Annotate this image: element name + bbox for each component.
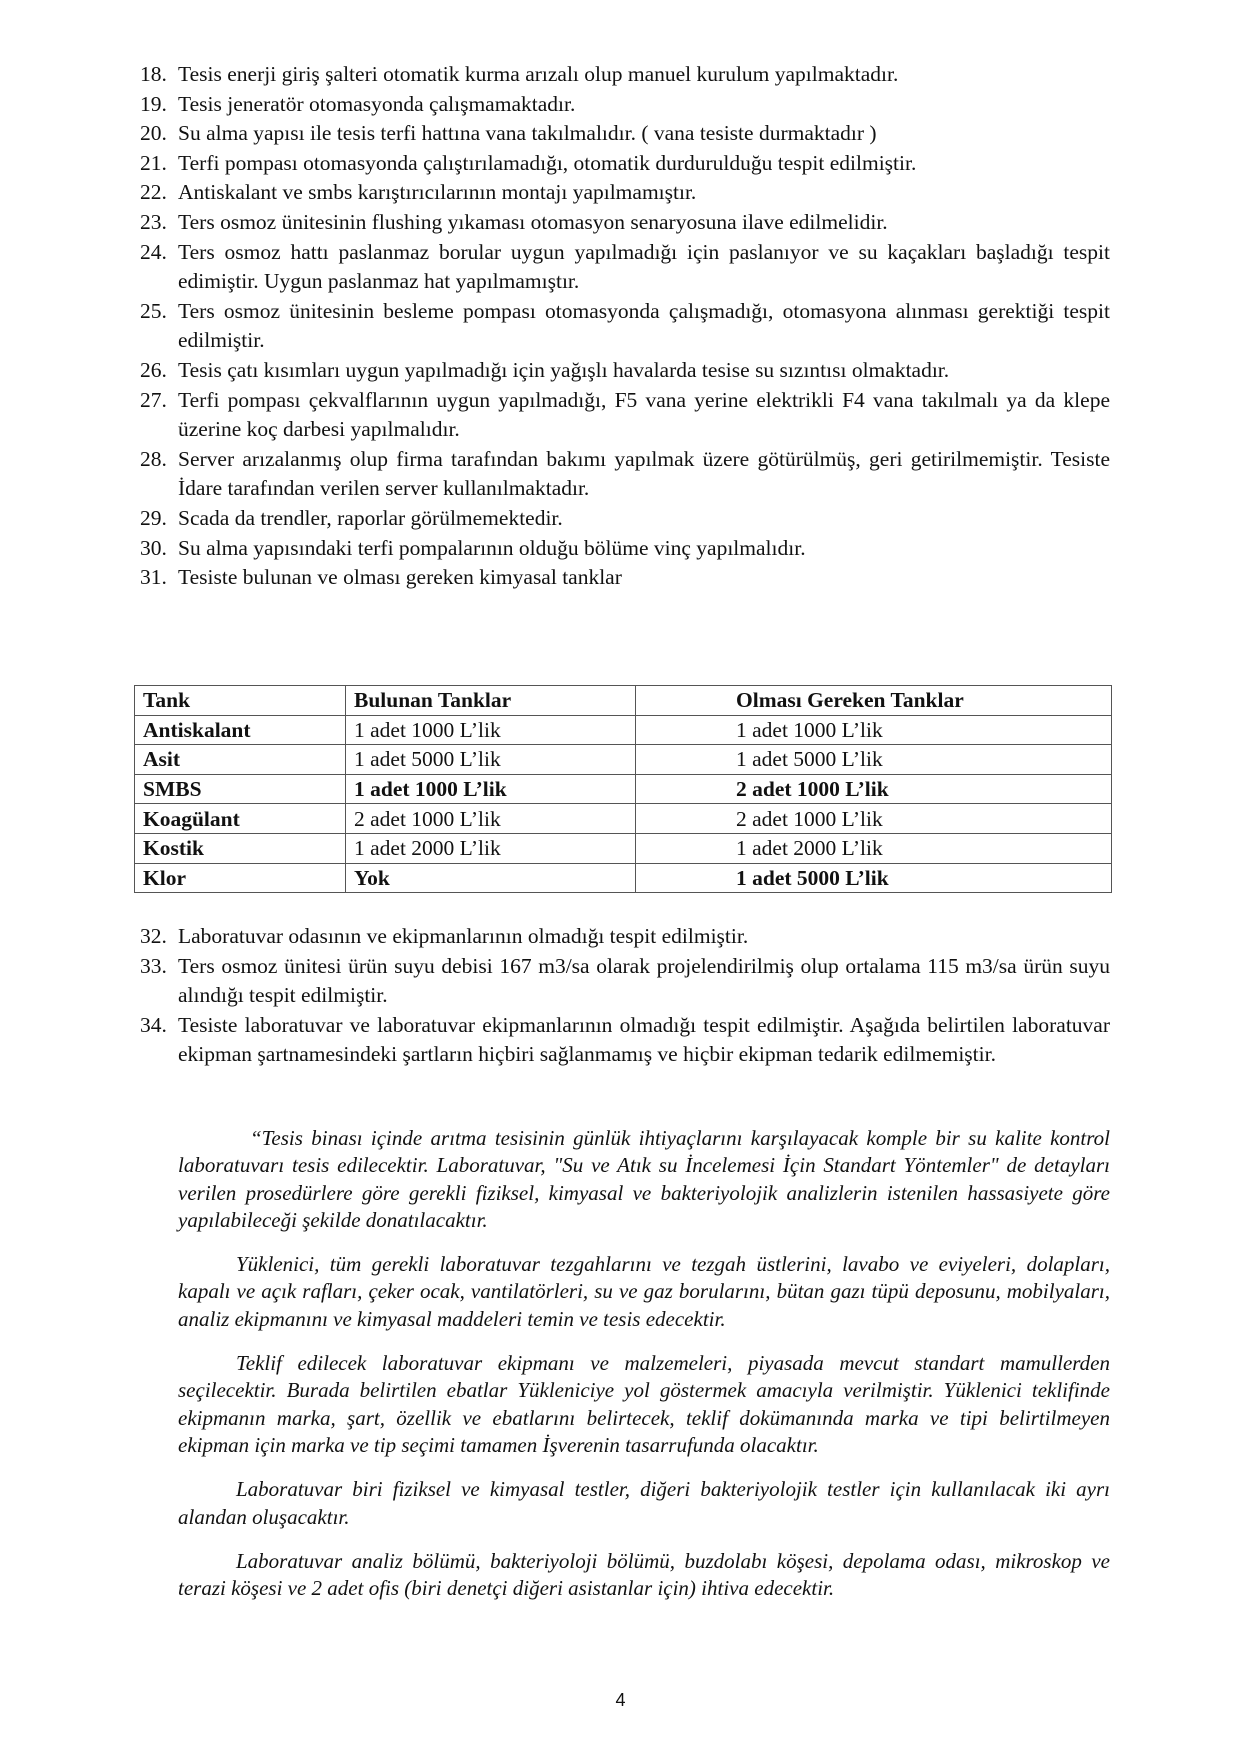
quote-paragraph: Laboratuvar biri fiziksel ve kimyasal testler, diğeri bakteriyolojik testler için kullanılacak iki ayrı alandan oluşacaktır. [178,1477,1110,1529]
tank-name-cell: Antiskalant [135,715,346,745]
list-item: 18. Tesis enerji giriş şalteri otomatik kurma arızalı olup manuel kurulum yapılmaktadır. [140,62,899,86]
list-item: 24. Ters osmoz hattı paslanmaz borular uygun yapılmadığı için paslanıyor ve su kaçakları başladığı tespit edimiştir. Uygun paslanmaz hat yapılmamıştır. [140,239,1110,294]
numbered-list-bottom [140,922,1110,1070]
quote-paragraph: “Tesis binası içinde arıtma tesisinin günlük ihtiyaçlarını karşılayacak komple bir su kalite kontrol laboratuvarı tesis edilecektir. Laboratuvar, "Su ve Atık su İncelemesi İçin Standart Yöntemler" de detayları verilen prosedürlere göre gerekli fiziksel, kimyasal ve bakteriyolojik analizlerin istenilen hassasiyete göre yapılabileceği şekilde donatılacaktır. [178,1126,1110,1232]
header-cell: Olması Gereken Tanklar [636,686,1112,716]
page-number: 4 [615,1690,626,1710]
table-row [135,715,1112,745]
existing-tanks-cell: 1 adet 1000 L’lik [346,715,636,745]
required-tanks-cell: 1 adet 5000 L’lik [636,745,1112,775]
list-item: 19. Tesis jeneratör otomasyonda çalışmamaktadır. [140,91,576,116]
header-cell: Tank [135,686,346,716]
table-row [135,804,1112,834]
list-item: 21. Terfi pompası otomasyonda çalıştırılamadığı, otomatik durdurulduğu tespit edilmiştir. [140,150,917,175]
list-item: 34. Tesiste laboratuvar ve laboratuvar ekipmanlarının olmadığı tespit edilmiştir. Aşağıda belirtilen laboratuvar ekipman şartnamesindeki şartların hiçbiri sağlanmamış ve hiçbir ekipman tedarik edilmemiştir. [140,1012,1110,1067]
required-tanks-cell: 1 adet 5000 L’lik [636,863,1112,893]
required-tanks-cell: 1 adet 1000 L’lik [636,715,1112,745]
tank-name-cell: Asit [135,745,346,775]
table-row [135,833,1112,863]
list-item: 25. Ters osmoz ünitesinin besleme pompası otomasyonda çalışmadığı, otomasyona alınması gerektiği tespit edilmiştir. [140,298,1110,353]
existing-tanks-cell: 1 adet 1000 L’lik [346,774,636,804]
list-item: 22. Antiskalant ve smbs karıştırıcılarının montajı yapılmamıştır. [140,180,697,205]
required-tanks-cell: 2 adet 1000 L’lik [636,774,1112,804]
tank-name-cell: Klor [135,863,346,893]
quote-paragraph: Yüklenici, tüm gerekli laboratuvar tezgahlarını ve tezgah üstlerini, lavabo ve eviyeleri, dolapları, kapalı ve açık rafları, çeker ocak, vantilatörleri, su ve gaz borularını, bütan gazı tüpü deposunu, mobilyaları, analiz ekipmanını ve kimyasal maddeleri temin ve tesis edecektir. [178,1252,1110,1331]
existing-tanks-cell: Yok [346,863,636,893]
header-cell: Bulunan Tanklar [346,686,636,716]
specification-quote [178,1125,1110,1619]
existing-tanks-cell: 1 adet 2000 L’lik [346,833,636,863]
required-tanks-cell: 2 adet 1000 L’lik [636,804,1112,834]
numbered-list-top [140,60,1110,593]
list-item: 28. Server arızalanmış olup firma tarafından bakımı yapılmak üzere götürülmüş, geri getirilmemiştir. Tesiste İdare tarafından verilen server kullanılmaktadır. [140,446,1110,501]
tank-name-cell: Kostik [135,833,346,863]
list-item: 32. Laboratuvar odasının ve ekipmanlarının olmadığı tespit edilmiştir. [140,924,749,948]
list-item: 26. Tesis çatı kısımları uygun yapılmadığı için yağışlı havalarda tesise su sızıntısı olmaktadır. [140,357,950,382]
table-row [135,745,1112,775]
list-item: 33. Ters osmoz ünitesi ürün suyu debisi 167 m3/sa olarak projelendirilmiş olup ortalama 115 m3/sa ürün suyu alındığı tespit edilmiştir. [140,953,1110,1008]
list-item: 30. Su alma yapısındaki terfi pompalarının olduğu bölüme vinç yapılmalıdır. [140,535,806,560]
existing-tanks-cell: 1 adet 5000 L’lik [346,745,636,775]
list-item: 31. Tesiste bulunan ve olması gereken kimyasal tanklar [140,565,622,590]
tank-name-cell: SMBS [135,774,346,804]
list-item: 27. Terfi pompası çekvalflarının uygun yapılmadığı, F5 vana yerine elektrikli F4 vana takılmalı ya da klepe üzerine koç darbesi yapılmalıdır. [140,387,1110,442]
table-row [135,863,1112,893]
quote-paragraph: Teklif edilecek laboratuvar ekipmanı ve malzemeleri, piyasada mevcut standart mamullerden seçilecektir. Burada belirtilen ebatlar Yükleniciye yol göstermek amacıyla verilmiştir. Yüklenici teklifinde ekipmanın marka, şart, özellik ve ebatlarını belirtecek, teklif dokümanında marka ve tipi belirtilmeyen ekipman için marka ve tip seçimi tamamen İşverenin tasarrufunda olacaktır. [178,1351,1110,1457]
table-header-row [135,686,1112,716]
list-item: 23. Ters osmoz ünitesinin flushing yıkaması otomasyon senaryosuna ilave edilmelidir. [140,209,888,234]
chemical-tanks-table [134,685,1112,893]
list-item: 20. Su alma yapısı ile tesis terfi hattına vana takılmalıdır. ( vana tesiste durmaktadır ) [140,121,877,146]
list-item: 29. Scada da trendler, raporlar görülmemektedir. [140,505,563,530]
tank-name-cell: Koagülant [135,804,346,834]
quote-paragraph: Laboratuvar analiz bölümü, bakteriyoloji bölümü, buzdolabı köşesi, depolama odası, mikroskop ve terazi köşesi ve 2 adet ofis (biri denetçi diğeri asistanlar için) ihtiva edecektir. [178,1548,1110,1601]
table-row [135,774,1112,804]
required-tanks-cell: 1 adet 2000 L’lik [636,833,1112,863]
existing-tanks-cell: 2 adet 1000 L’lik [346,804,636,834]
